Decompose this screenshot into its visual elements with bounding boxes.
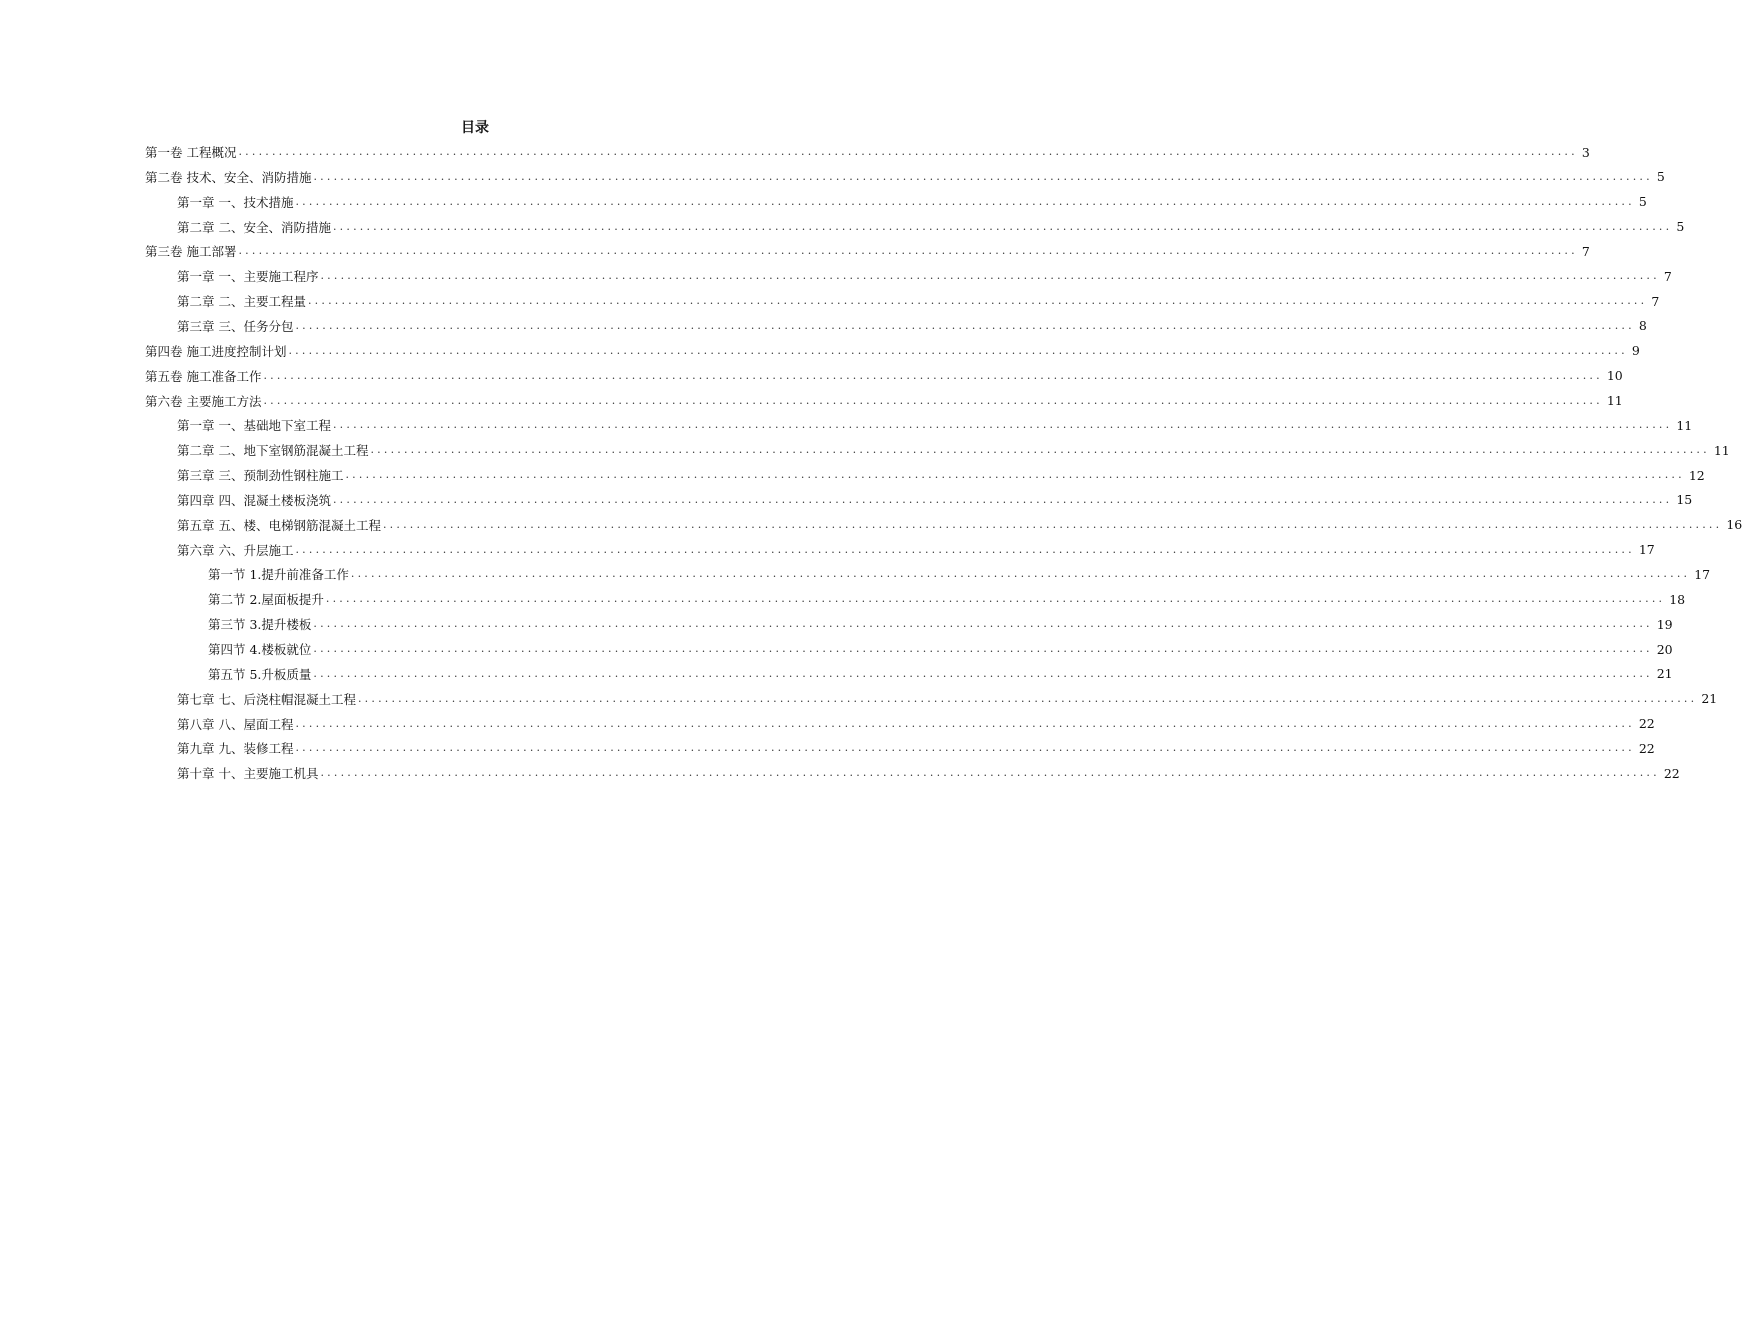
toc-entry[interactable] bbox=[208, 613, 1673, 635]
toc-dot-leader: ........................................................................................................................................................................................................ bbox=[325, 592, 1666, 606]
toc-page-number: 5 bbox=[1656, 169, 1665, 185]
toc-entry[interactable] bbox=[177, 489, 1693, 511]
toc-dot-leader: ........................................................................................................................................................................................................ bbox=[295, 741, 1635, 755]
toc-dot-leader: ........................................................................................................................................................................................................ bbox=[382, 517, 1723, 531]
toc-page-number: 15 bbox=[1676, 492, 1693, 508]
toc-entry-label: 第二章 二、主要工程量 bbox=[177, 294, 306, 310]
toc-page-number: 22 bbox=[1638, 716, 1655, 732]
toc-entry-label: 第二章 二、安全、消防措施 bbox=[177, 219, 331, 235]
toc-dot-leader: ........................................................................................................................................................................................................ bbox=[332, 492, 1673, 506]
toc-entry[interactable] bbox=[177, 514, 1742, 536]
toc-entry-label: 第十章 十、主要施工机具 bbox=[177, 766, 319, 782]
toc-entry[interactable] bbox=[145, 365, 1623, 387]
toc-entry[interactable] bbox=[177, 713, 1655, 735]
toc-dot-leader: ........................................................................................................................................................................................................ bbox=[295, 194, 1635, 208]
toc-page-number: 5 bbox=[1676, 219, 1685, 235]
toc-entry[interactable] bbox=[145, 166, 1665, 188]
toc-entry[interactable] bbox=[177, 762, 1680, 784]
toc-entry[interactable] bbox=[145, 390, 1623, 412]
toc-dot-leader: ........................................................................................................................................................................................................ bbox=[263, 393, 1603, 407]
toc-entry-label: 第一卷 工程概况 bbox=[145, 145, 237, 160]
toc-page-number: 11 bbox=[1713, 442, 1730, 458]
toc-entry-label: 第三章 三、任务分包 bbox=[177, 318, 294, 334]
toc-entry[interactable] bbox=[177, 464, 1705, 486]
toc-entry-label: 第一章 一、主要施工程序 bbox=[177, 269, 319, 285]
toc-dot-leader: ........................................................................................................................................................................................................ bbox=[332, 418, 1673, 432]
toc-page-number: 21 bbox=[1701, 691, 1718, 707]
toc-entry-label: 第二章 二、地下室钢筋混凝土工程 bbox=[177, 443, 369, 459]
toc-entry-label: 第四章 四、混凝土楼板浇筑 bbox=[177, 492, 331, 508]
toc-entry-label: 第五章 五、楼、电梯钢筋混凝土工程 bbox=[177, 517, 381, 533]
toc-entry-label: 第六卷 主要施工方法 bbox=[145, 393, 262, 409]
toc-dot-leader: ........................................................................................................................................................................................................ bbox=[295, 716, 1635, 730]
toc-dot-leader: ........................................................................................................................................................................................................ bbox=[313, 666, 1653, 680]
toc-entry[interactable] bbox=[145, 141, 1590, 163]
toc-dot-leader: ........................................................................................................................................................................................................ bbox=[263, 368, 1603, 382]
toc-page-number: 3 bbox=[1581, 144, 1590, 160]
toc-entry-label: 第一节 1.提升前准备工作 bbox=[208, 567, 349, 583]
toc-entry-label: 第三卷 施工部署 bbox=[145, 244, 237, 260]
toc-dot-leader: ........................................................................................................................................................................................................ bbox=[332, 219, 1673, 233]
toc-entry-label: 第五卷 施工准备工作 bbox=[145, 368, 262, 384]
toc-entry-label: 第二节 2.屋面板提升 bbox=[208, 592, 324, 608]
toc-page-number: 11 bbox=[1606, 393, 1623, 408]
toc-entry-label: 第四节 4.楼板就位 bbox=[208, 642, 312, 657]
toc-dot-leader: ........................................................................................................................................................................................................ bbox=[313, 169, 1653, 183]
toc-entry-label: 第三节 3.提升楼板 bbox=[208, 617, 312, 633]
toc-entry-label: 第七章 七、后浇柱帽混凝土工程 bbox=[177, 691, 356, 707]
toc-entry[interactable] bbox=[177, 688, 1718, 710]
toc-entry[interactable] bbox=[208, 638, 1673, 660]
toc-dot-leader: ........................................................................................................................................................................................................ bbox=[295, 542, 1635, 556]
toc-dot-leader: ........................................................................................................................................................................................................ bbox=[350, 567, 1691, 581]
toc-page-number: 7 bbox=[1663, 268, 1672, 284]
toc-page-number: 22 bbox=[1638, 740, 1655, 756]
toc-entry-label: 第五节 5.升板质量 bbox=[208, 666, 312, 682]
toc-page-number: 7 bbox=[1581, 243, 1590, 259]
toc-page-number: 22 bbox=[1663, 765, 1680, 781]
toc-dot-leader: ........................................................................................................................................................................................................ bbox=[313, 642, 1653, 655]
toc-page-number: 9 bbox=[1631, 343, 1640, 359]
toc-entry[interactable] bbox=[177, 439, 1730, 461]
toc-dot-leader: ........................................................................................................................................................................................................ bbox=[370, 443, 1710, 457]
toc-entry[interactable] bbox=[177, 265, 1672, 287]
toc-entry[interactable] bbox=[145, 340, 1640, 362]
toc-entry[interactable] bbox=[177, 414, 1693, 436]
toc-dot-leader: ........................................................................................................................................................................................................ bbox=[313, 617, 1653, 631]
toc-page-number: 11 bbox=[1676, 417, 1693, 433]
toc-entry-label: 第九章 九、装修工程 bbox=[177, 741, 294, 757]
toc-entry[interactable] bbox=[145, 240, 1590, 262]
toc-dot-leader: ........................................................................................................................................................................................................ bbox=[320, 269, 1660, 283]
toc-entry[interactable] bbox=[177, 737, 1655, 759]
toc-entry-label: 第二卷 技术、安全、消防措施 bbox=[145, 169, 312, 185]
toc-entry-label: 第一章 一、基础地下室工程 bbox=[177, 418, 331, 434]
toc-entry-label: 第四卷 施工进度控制计划 bbox=[145, 343, 287, 359]
toc-entry[interactable] bbox=[208, 563, 1711, 585]
toc-entry[interactable] bbox=[177, 216, 1685, 238]
toc-entry[interactable] bbox=[177, 315, 1647, 337]
toc-page-number: 5 bbox=[1638, 194, 1647, 210]
toc-entry-label: 第三章 三、预制劲性钢柱施工 bbox=[177, 468, 344, 484]
toc-entry[interactable] bbox=[177, 539, 1655, 561]
toc-entry-label: 第六章 六、升层施工 bbox=[177, 542, 294, 558]
toc-page-number: 7 bbox=[1651, 293, 1660, 309]
toc-dot-leader: ........................................................................................................................................................................................................ bbox=[307, 294, 1648, 308]
toc-page-number: 8 bbox=[1638, 318, 1647, 334]
toc-page-number: 17 bbox=[1638, 542, 1655, 558]
toc-title: 目录 bbox=[461, 120, 489, 136]
toc-page-number: 20 bbox=[1656, 641, 1673, 657]
toc-dot-leader: ........................................................................................................................................................................................................ bbox=[357, 691, 1698, 705]
toc-page-number: 17 bbox=[1694, 566, 1711, 582]
toc-page-number: 18 bbox=[1669, 591, 1686, 607]
toc-dot-leader: ........................................................................................................................................................................................................ bbox=[238, 145, 1578, 158]
toc-entry[interactable] bbox=[208, 663, 1673, 685]
toc-entry-label: 第八章 八、屋面工程 bbox=[177, 716, 294, 732]
toc-entry[interactable] bbox=[208, 588, 1686, 610]
toc-page-number: 10 bbox=[1606, 368, 1623, 384]
toc-dot-leader: ........................................................................................................................................................................................................ bbox=[320, 766, 1660, 780]
toc-entry[interactable] bbox=[177, 290, 1660, 312]
toc-entry[interactable] bbox=[177, 191, 1647, 213]
toc-entry-label: 第一章 一、技术措施 bbox=[177, 194, 294, 210]
toc-page-number: 19 bbox=[1656, 616, 1673, 632]
toc-dot-leader: ........................................................................................................................................................................................................ bbox=[238, 244, 1578, 258]
toc-page-number: 21 bbox=[1656, 666, 1673, 682]
toc-dot-leader: ........................................................................................................................................................................................................ bbox=[288, 343, 1628, 357]
toc-page-number: 16 bbox=[1726, 517, 1742, 533]
toc-dot-leader: ........................................................................................................................................................................................................ bbox=[345, 468, 1685, 482]
toc-dot-leader: ........................................................................................................................................................................................................ bbox=[295, 318, 1635, 332]
toc-page-number: 12 bbox=[1688, 467, 1705, 483]
